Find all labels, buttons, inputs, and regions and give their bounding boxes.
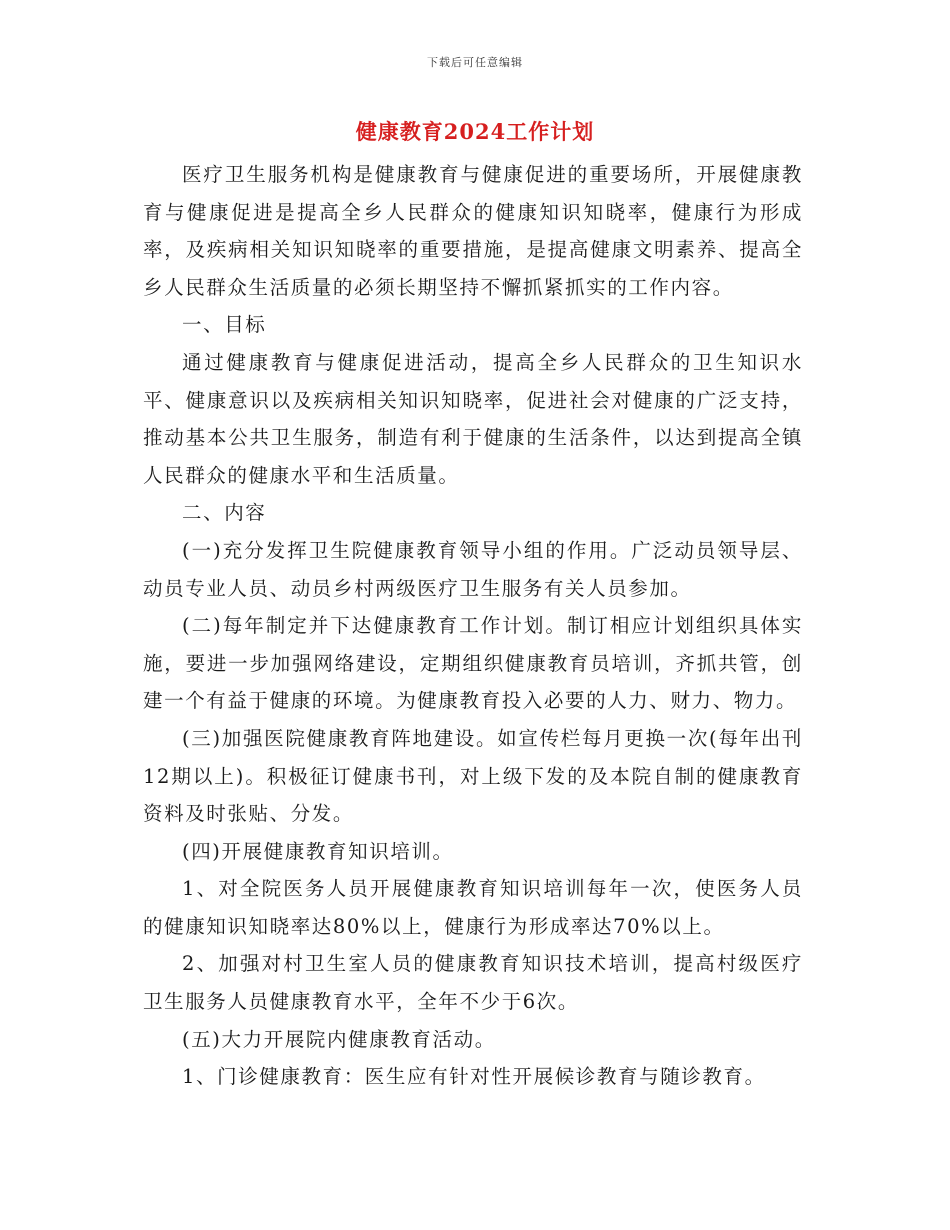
paragraph: 1、门诊健康教育：医生应有针对性开展候诊教育与随诊教育。	[182, 1065, 766, 1089]
paragraph: (四)开展健康教育知识培训。	[182, 839, 454, 863]
paragraph: (一)充分发挥卫生院健康教育领导小组的作用。广泛动员领导层、动员专业人员、动员乡村两级医疗卫生服务有关人员参加。	[143, 538, 803, 600]
paragraph: (三)加强医院健康教育阵地建设。如宣传栏每月更换一次(每年出刊12期以上)。积极征订健康书刊，对上级下发的及本院自制的健康教育资料及时张贴、分发。	[143, 726, 803, 826]
document-title: 健康教育2024工作计划	[355, 119, 595, 144]
document-body	[143, 156, 803, 1096]
header-note: 下载后可任意编辑	[427, 56, 523, 69]
paragraph: (二)每年制定并下达健康教育工作计划。制订相应计划组织具体实施，要进一步加强网络建设，定期组织健康教育员培训，齐抓共管，创建一个有益于健康的环境。为健康教育投入必要的人力、财力、物力。	[143, 614, 803, 713]
paragraph: 2、加强对村卫生室人员的健康教育知识技术培训，提高村级医疗卫生服务人员健康教育水平，全年不少于6次。	[143, 952, 803, 1014]
paragraph: 医疗卫生服务机构是健康教育与健康促进的重要场所，开展健康教育与健康促进是提高全乡人民群众的健康知识知晓率，健康行为形成率，及疾病相关知识知晓率的重要措施，是提高健康文明素养、提高全乡人民群众生活质量的必须长期坚持不懈抓紧抓实的工作内容。	[143, 163, 803, 299]
section-heading: 一、目标	[182, 313, 267, 337]
paragraph: (五)大力开展院内健康教育活动。	[182, 1027, 496, 1051]
paragraph: 1、对全院医务人员开展健康教育知识培训每年一次，使医务人员的健康知识知晓率达80%以上，健康行为形成率达70%以上。	[143, 877, 803, 938]
section-heading: 二、内容	[182, 501, 267, 525]
paragraph: 通过健康教育与健康促进活动，提高全乡人民群众的卫生知识水平、健康意识以及疾病相关知识知晓率，促进社会对健康的广泛支持，推动基本公共卫生服务，制造有利于健康的生活条件，以达到提高全镇人民群众的健康水平和生活质量。	[143, 350, 803, 487]
